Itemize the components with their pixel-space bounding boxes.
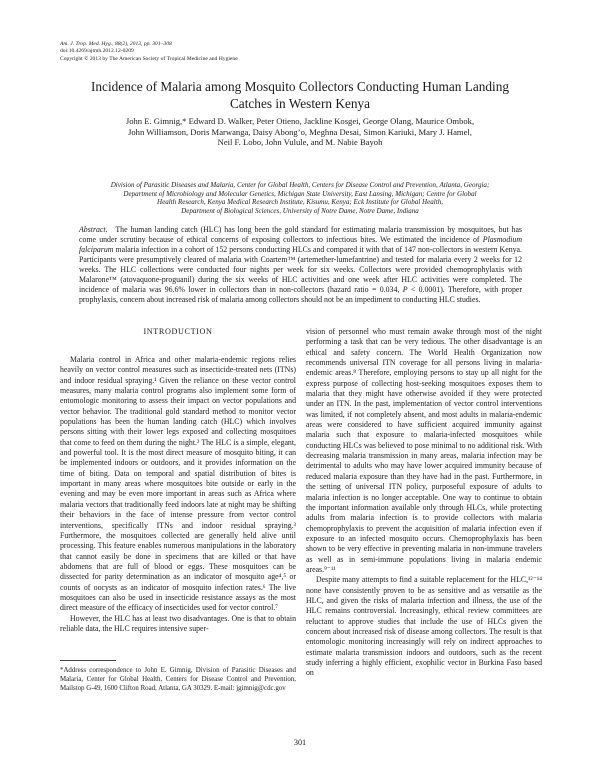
abstract-label: Abstract. xyxy=(79,225,108,234)
journal-citation: Am. J. Trop. Med. Hyg., 88(2), 2013, pp. 301–308 xyxy=(60,41,172,47)
p-symbol: P xyxy=(402,284,408,294)
abstract xyxy=(79,225,522,305)
paragraph: vision of personnel who must remain awake through most of the night performing a task that can be very tedious. The other disadvantage is an ethical and safety concern. The World Health Organization now recommends universal ITN coverage for all persons living in malaria-endemic areas.⁸ Therefore, employing persons to stay up all night for the express purpose of collecting host-seeking mosquitoes exposes them to malaria that they might have otherwise avoided if they were protected under an ITN. In the past, implementation of vector control interventions was limited, if not completely absent, and most adults in malaria-endemic areas were considered to have sufficient acquired immunity against malaria such that exposure to malaria-infected mosquitoes while conducting HLCs was believed to pose minimal to no additional risk. With decreasing malaria transmission in many areas, malaria infection may be detrimental to adults who may have lower acquired immunity because of reduced malaria exposure than they have had in the past. Furthermore, in the setting of universal ITN policy, purposeful exposure of adults to malaria infection is no longer acceptable. One way to continue to obtain the important information available only through HLCs, while protecting adults from malaria infection is to provide collectors with malaria chemoprophylaxis to prevent the acquisition of malaria infection even if exposure to an infected mosquito occurs. Chemoprophylaxis has been shown to be very effective in preventing malaria in non-immune travelers as well as in semi-immune populations living in malaria endemic areas.⁹⁻¹¹ xyxy=(306,327,542,574)
article-title xyxy=(60,78,540,112)
affiliation-line: Department of Microbiology and Molecular Genetics, Michigan State University, East Lansing, Michigan; Centre for Global xyxy=(123,189,477,198)
section-heading: INTRODUCTION xyxy=(143,327,213,336)
left-column xyxy=(60,355,296,634)
footnote: *Address correspondence to John E. Gimnig, Division of Parasitic Diseases and Malaria, Center for Global Health, Centers for Disease Control and Prevention, Mailstop G-49, 1600 Clifton Road, Atlanta, GA 30329. E-mail: jgimnig@cdc.gov xyxy=(60,667,296,692)
affiliations xyxy=(60,181,540,216)
journal-header xyxy=(60,41,238,63)
affiliation-line: Division of Parasitic Diseases and Malaria, Center for Global Health, Centers for Disease Control and Prevention, Atlanta, Georgia; xyxy=(110,181,490,189)
affiliation-line: Department of Biological Sciences, University of Notre Dame, Notre Dame, Indiana xyxy=(181,207,419,216)
author-list xyxy=(60,116,540,148)
footnote-rule xyxy=(60,660,116,661)
species-name: Plasmodium falciparum xyxy=(79,234,522,254)
title-line: Incidence of Malaria among Mosquito Collectors Conducting Human Landing xyxy=(90,79,510,94)
author-line: John Williamson, Doris Marwanga, Daisy Abong’o, Meghna Desai, Simon Kariuki, Mary J. Hamel, xyxy=(128,126,472,137)
author-line: John E. Gimnig,* Edward D. Walker, Peter Otieno, Jackline Kosgei, George Olang, Maurice Ombok, xyxy=(125,116,475,126)
abstract-text: malaria infection in a cohort of 152 persons conducting HLCs and compared it with that of 147 non-collectors in western Kenya. Participants were presumptively cleared of malaria with Coartem™ (artemether-lumefantrine) and tested for malaria every 2 weeks for 12 weeks. The HLC collections were conducted four nights per week for six weeks. Collectors were provided chemoprophylaxis with Malarone™ (atovaquone-proguanil) during the six weeks of HLC activities and one week after HLC activities were completed. The incidence of malaria was 96.6% lower in collectors than in non-collectors (hazard ratio = 0.034, xyxy=(79,244,522,294)
author-line: Neil F. Lobo, John Vulule, and M. Nabie Bayoh xyxy=(217,137,383,148)
doi: doi:10.4269/ajtmh.2012.12-0209 xyxy=(60,48,134,55)
title-line: Catches in Western Kenya xyxy=(229,96,371,111)
abstract-text: < 0.0001). Therefore, with proper prophylaxis, concern about increased risk of malaria among collectors should not be an impediment to conducting HLC studies. xyxy=(79,284,522,304)
abstract-text: The human landing catch (HLC) has long been the gold standard for estimating malaria transmission by mosquitoes, but has come under scrutiny because of ethical concerns of exposing collectors to infectious bites. We estimated the incidence of xyxy=(79,225,522,244)
paragraph: However, the HLC has at least two disadvantages. One is that to obtain reliable data, the HLC requires intensive super- xyxy=(60,613,296,633)
paragraph: Despite many attempts to find a suitable replacement for the HLC,¹²⁻¹⁴ none have consistently proven to be as sensitive and as versatile as the HLC, and given the risks of malaria infection and illness, the use of the HLC remains controversial. Increasingly, ethical review committees are reluctant to approve studies that include the use of HLCs given the concern about increased risk of disease among collectors. The result is that entomologic monitoring increasingly will rely on indirect approaches to estimate malaria transmission indoors and outdoors, such as the recent study inferring a highly efficient, exophilic vector in Burkina Faso based on xyxy=(306,575,542,678)
copyright: Copyright © 2013 by The American Society of Tropical Medicine and Hygiene xyxy=(60,55,238,62)
affiliation-line: Health Research, Kenya Medical Research Institute, Kisumu, Kenya; Eck Institute for Global Health, xyxy=(157,198,443,207)
right-column xyxy=(306,327,542,679)
paragraph: Malaria control in Africa and other malaria-endemic regions relies heavily on vector control measures such as insecticide-treated nets (ITNs) and indoor residual spraying.¹ Given the reliance on these vector control measures, many malaria control programs also implement some form of entomologic monitoring to assess their impact on vector populations and vector behavior. The traditional gold standard method to monitor vector populations has been the human landing catch (HLC) which involves persons sitting with their lower legs exposed and collecting mosquitoes that come to feed on them during the night.² The HLC is a simple, elegant, and powerful tool. It is the most direct measure of mosquito biting, it can be implemented indoors or outdoors, and it provides information on the time of biting. Data on temporal and spatial distribution of bites is important in many areas where mosquitoes bite outside or early in the evening and may be even more important in areas such as Africa where malaria vectors that traditionally feed indoors late at night may be shifting their behaviors in the face of intense pressure from vector control interventions, specifically ITNs and indoor residual spraying.³ Furthermore, the mosquitoes collected are generally held alive until processing. This feature enables numerous manipulations in the laboratory that cannot easily be done in specimens that are killed or that have abdomens that are full of blood or eggs. These mosquitoes can be dissected for parity determination as an indicator of mosquito age⁴,⁵ or counts of oocysts as an indicator of mosquito infection rates.⁶ The live mosquitoes can also be used in insecticide resistance assays as the most direct measure of the efficacy of insecticides used for vector control.⁷ xyxy=(60,355,296,613)
page-number: 301 xyxy=(293,738,307,747)
